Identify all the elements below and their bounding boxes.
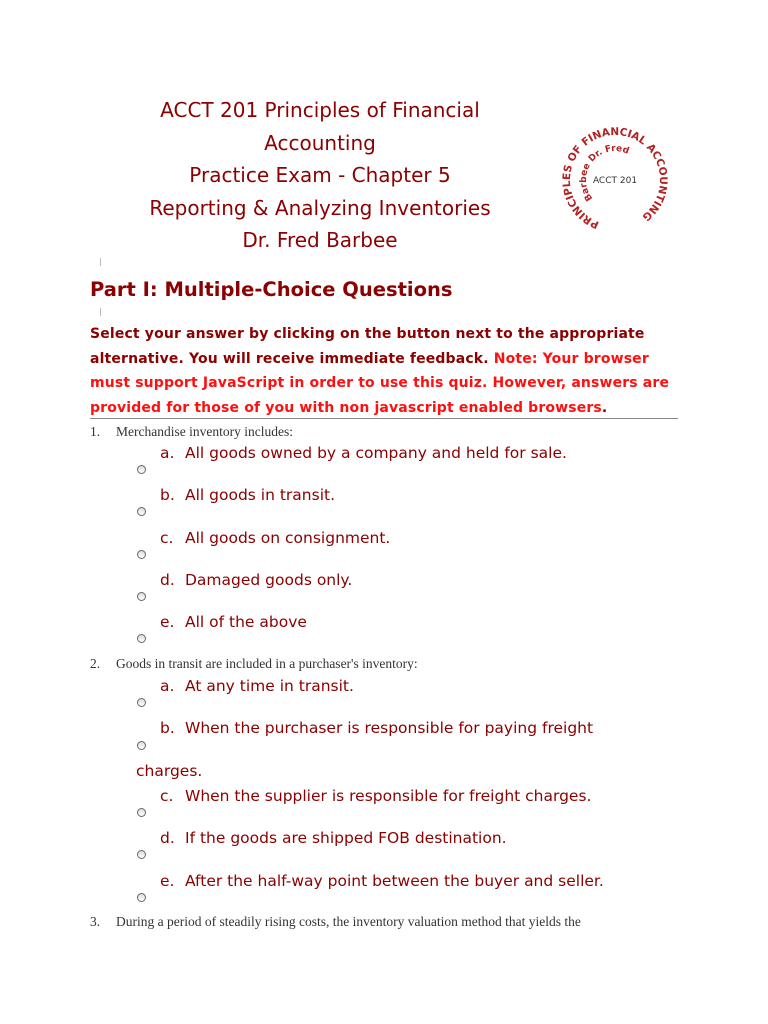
svg-text:PRINCIPLES OF FINANCIAL ACCOUN: PRINCIPLES OF FINANCIAL ACCOUNTING — [560, 125, 670, 231]
title-line-2: Accounting — [264, 130, 376, 155]
q2-radio-b[interactable] — [137, 741, 146, 750]
q1-option-b: b. All goods in transit. — [160, 486, 336, 504]
q2-radio-a[interactable] — [137, 698, 146, 707]
q2-radio-e[interactable] — [137, 893, 146, 902]
question-3: 3. During a period of steadily rising costs, the inventory valuation method that yields the — [90, 914, 581, 929]
q1-option-d: d. Damaged goods only. — [160, 571, 353, 589]
q1-radio-b[interactable] — [137, 507, 146, 516]
q2-option-b: b. When the purchaser is responsible for paying freight — [160, 719, 594, 737]
q1-radio-a[interactable] — [137, 465, 146, 474]
svg-text:Barbee Dr. Fred: Barbee Dr. Fred — [578, 143, 631, 203]
course-seal-logo — [560, 125, 670, 235]
question-2: 2. Goods in transit are included in a purchaser's inventory: — [90, 656, 418, 671]
q1-radio-e[interactable] — [137, 634, 146, 643]
instructions-note: Note: Your browser must support JavaScript in order to use this quiz. However, answers are provided for those of you with non javascript enabled browsers — [90, 350, 670, 416]
q1-option-a: a. All goods owned by a company and held for sale. — [160, 444, 567, 462]
q1-option-e: e. All of the above — [160, 613, 307, 631]
question-1-text: Merchandise inventory includes: — [116, 424, 293, 439]
title-line-1: ACCT 201 Principles of Financial — [160, 98, 480, 122]
section-heading: Part I: Multiple-Choice Questions — [90, 278, 453, 301]
q2-option-e: e. After the half-way point between the buyer and seller. — [160, 872, 604, 890]
question-2-text: Goods in transit are included in a purchaser's inventory: — [116, 656, 418, 671]
question-1: 1. Merchandise inventory includes: — [90, 424, 293, 439]
instructions: Select your answer by clicking on the button next to the appropriate alternative. You will receive immediate feedback. Note: Your browser must support JavaScript in order to use this quiz. However, answers are provided for those of you with non javascript enabled browsers. — [90, 326, 670, 416]
divider-mark — [100, 308, 101, 316]
q2-option-b-continuation: charges. — [136, 762, 203, 780]
q1-option-c: c. All goods on consignment. — [160, 529, 391, 547]
title-line-5: Dr. Fred Barbee — [242, 228, 398, 252]
q2-option-d: d. If the goods are shipped FOB destination. — [160, 829, 507, 847]
q2-radio-d[interactable] — [137, 850, 146, 859]
instructions-main: Select your answer by clicking on the button next to the appropriate alternative. You will receive immediate feedback. — [90, 326, 645, 367]
divider-mark — [100, 258, 101, 266]
q2-radio-c[interactable] — [137, 808, 146, 817]
q1-radio-d[interactable] — [137, 592, 146, 601]
page-title — [120, 94, 520, 257]
section-divider — [90, 418, 678, 419]
svg-text:ACCT 201: ACCT 201 — [592, 176, 638, 186]
q2-option-a: a. At any time in transit. — [160, 677, 354, 695]
q2-option-c: c. When the supplier is responsible for freight charges. — [160, 787, 592, 805]
title-line-4: Reporting & Analyzing Inventories — [149, 195, 491, 220]
title-line-3: Practice Exam - Chapter 5 — [189, 163, 451, 187]
q1-radio-c[interactable] — [137, 550, 146, 559]
question-3-text: During a period of steadily rising costs, the inventory valuation method that yields the — [116, 914, 581, 929]
